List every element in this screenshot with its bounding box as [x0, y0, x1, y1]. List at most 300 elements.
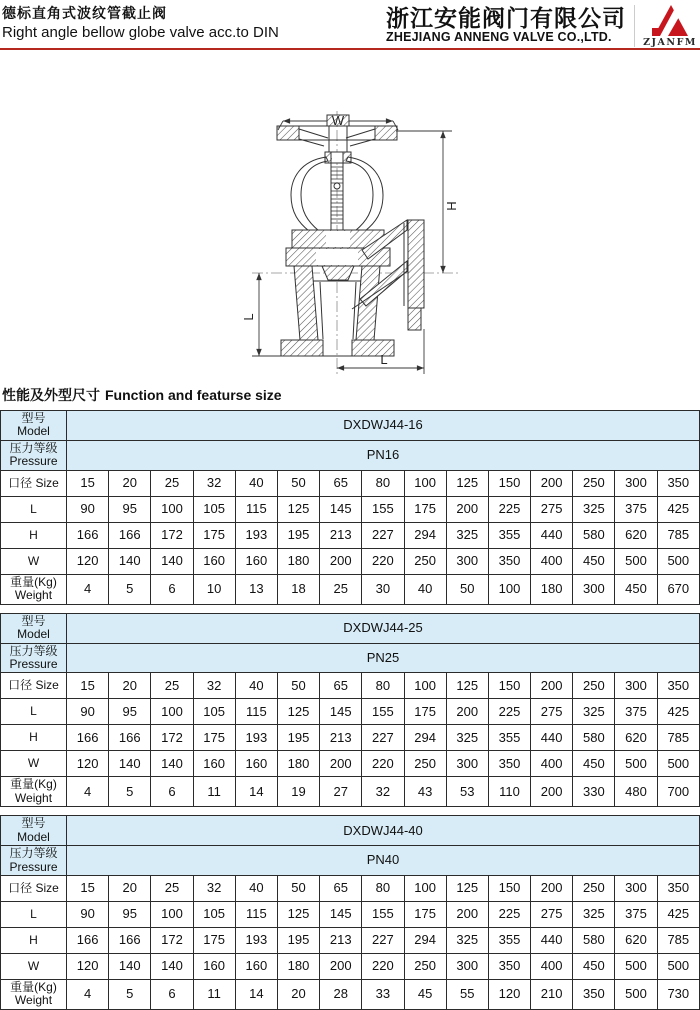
l-row-cell: 115: [235, 699, 277, 725]
h-row-cell: 440: [531, 928, 573, 954]
w-row-cell: 300: [446, 954, 488, 980]
h-row-cell: 355: [488, 928, 530, 954]
h-row: [1, 522, 700, 548]
w-row-cell: 250: [404, 954, 446, 980]
w-row-cell: 400: [531, 954, 573, 980]
size-row-cell: 32: [193, 876, 235, 902]
weight-row-cell: 25: [320, 574, 362, 604]
size-row-cell: 200: [531, 470, 573, 496]
l-row-cell: 275: [531, 699, 573, 725]
w-row-cell: 200: [320, 548, 362, 574]
weight-row-cell: 20: [277, 980, 319, 1010]
weight-row-cell: 450: [615, 574, 657, 604]
w-row-cell: 400: [531, 751, 573, 777]
l-row-label: L: [1, 496, 67, 522]
section-title-en: Function and featurse size: [105, 387, 282, 403]
l-row-cell: 175: [404, 496, 446, 522]
w-row-cell: 450: [573, 751, 615, 777]
size-row-cell: 125: [446, 876, 488, 902]
h-row-cell: 166: [67, 522, 109, 548]
h-row-cell: 294: [404, 928, 446, 954]
size-row-cell: 40: [235, 673, 277, 699]
weight-row-cell: 180: [531, 574, 573, 604]
product-title-zh: 德标直角式波纹管截止阀: [2, 5, 167, 21]
size-row-cell: 125: [446, 470, 488, 496]
h-row-cell: 227: [362, 522, 404, 548]
size-row-cell: 350: [657, 673, 699, 699]
pressure-row-label: 压力等级 Pressure: [1, 846, 67, 876]
w-row-cell: 200: [320, 954, 362, 980]
h-row: [1, 928, 700, 954]
drawing-area: [0, 50, 700, 383]
w-row-cell: 120: [67, 548, 109, 574]
h-row-cell: 166: [67, 725, 109, 751]
weight-row: [1, 980, 700, 1010]
weight-row-cell: 40: [404, 574, 446, 604]
model-row-label: 型号 Model: [1, 816, 67, 846]
weight-row-cell: 30: [362, 574, 404, 604]
model-row-value: DXDWJ44-25: [67, 613, 700, 643]
w-row-cell: 500: [657, 954, 699, 980]
weight-row-cell: 100: [488, 574, 530, 604]
l-row-cell: 105: [193, 902, 235, 928]
dim-label-l-bottom: L: [380, 352, 388, 367]
header-divider: [634, 5, 635, 47]
l-row-cell: 95: [109, 699, 151, 725]
h-row-cell: 175: [193, 522, 235, 548]
h-row-label: H: [1, 522, 67, 548]
w-row-cell: 140: [151, 548, 193, 574]
h-row-cell: 172: [151, 928, 193, 954]
l-row-cell: 100: [151, 496, 193, 522]
l-row-cell: 100: [151, 699, 193, 725]
l-row-cell: 200: [446, 496, 488, 522]
l-row-cell: 90: [67, 496, 109, 522]
size-row-cell: 20: [109, 876, 151, 902]
weight-row-cell: 5: [109, 980, 151, 1010]
w-row-cell: 140: [109, 954, 151, 980]
w-row-cell: 220: [362, 954, 404, 980]
h-row-cell: 325: [446, 522, 488, 548]
w-row-cell: 350: [488, 548, 530, 574]
l-row-cell: 325: [573, 902, 615, 928]
size-row-cell: 100: [404, 470, 446, 496]
l-row-cell: 155: [362, 902, 404, 928]
weight-row-cell: 300: [573, 574, 615, 604]
weight-row-cell: 730: [657, 980, 699, 1010]
size-row-cell: 250: [573, 470, 615, 496]
model-row-label: 型号 Model: [1, 411, 67, 441]
h-row: [1, 725, 700, 751]
weight-row-cell: 480: [615, 777, 657, 807]
model-row-value: DXDWJ44-40: [67, 816, 700, 846]
company-logo: [642, 5, 698, 48]
dim-label-w: W: [331, 113, 345, 128]
h-row-cell: 193: [235, 522, 277, 548]
size-row: [1, 470, 700, 496]
weight-row-cell: 4: [67, 980, 109, 1010]
l-row-cell: 125: [277, 902, 319, 928]
size-row-cell: 15: [67, 470, 109, 496]
l-row-cell: 115: [235, 902, 277, 928]
l-row-cell: 90: [67, 902, 109, 928]
h-row-cell: 193: [235, 928, 277, 954]
h-row-cell: 213: [320, 928, 362, 954]
weight-row-cell: 700: [657, 777, 699, 807]
company-name-zh: 浙江安能阀门有限公司: [386, 5, 626, 31]
l-row-cell: 225: [488, 902, 530, 928]
size-row-cell: 32: [193, 673, 235, 699]
weight-row-cell: 6: [151, 574, 193, 604]
w-row-cell: 160: [235, 751, 277, 777]
l-row-cell: 105: [193, 496, 235, 522]
w-row-cell: 140: [151, 751, 193, 777]
spec-tables: [0, 410, 700, 1010]
l-row-cell: 105: [193, 699, 235, 725]
l-row-cell: 375: [615, 902, 657, 928]
h-row-cell: 195: [277, 928, 319, 954]
spec-table-DXDWJ44-16: [0, 410, 700, 605]
h-row-cell: 355: [488, 725, 530, 751]
size-row-cell: 25: [151, 876, 193, 902]
company-name-en: ZHEJIANG ANNENG VALVE CO.,LTD.: [386, 30, 612, 45]
weight-row-label: 重量(Kg) Weight: [1, 980, 67, 1010]
logo-triangle-icon: [652, 5, 688, 36]
weight-row-cell: 11: [193, 980, 235, 1010]
size-row-cell: 125: [446, 673, 488, 699]
w-row-cell: 300: [446, 548, 488, 574]
model-row-value: DXDWJ44-16: [67, 411, 700, 441]
w-row-cell: 120: [67, 751, 109, 777]
h-row-cell: 195: [277, 522, 319, 548]
size-row-cell: 150: [488, 876, 530, 902]
size-row-cell: 300: [615, 470, 657, 496]
size-row-cell: 65: [320, 470, 362, 496]
size-row-cell: 20: [109, 673, 151, 699]
h-row-cell: 440: [531, 522, 573, 548]
h-row-cell: 213: [320, 725, 362, 751]
size-row-cell: 300: [615, 876, 657, 902]
h-row-cell: 175: [193, 725, 235, 751]
l-row-cell: 200: [446, 699, 488, 725]
w-row-cell: 500: [657, 548, 699, 574]
size-row-cell: 80: [362, 876, 404, 902]
h-row-label: H: [1, 928, 67, 954]
h-row-cell: 620: [615, 522, 657, 548]
h-row-cell: 580: [573, 725, 615, 751]
size-row-cell: 350: [657, 876, 699, 902]
size-row-cell: 40: [235, 470, 277, 496]
h-row-cell: 166: [109, 725, 151, 751]
weight-row-cell: 120: [488, 980, 530, 1010]
size-row-cell: 350: [657, 470, 699, 496]
weight-row-cell: 330: [573, 777, 615, 807]
section-title: [0, 383, 700, 407]
weight-row-cell: 11: [193, 777, 235, 807]
size-row-cell: 100: [404, 673, 446, 699]
size-row-cell: 65: [320, 876, 362, 902]
page-header: [0, 0, 700, 50]
weight-row-cell: 500: [615, 980, 657, 1010]
w-row: [1, 548, 700, 574]
weight-row-cell: 28: [320, 980, 362, 1010]
h-row-cell: 193: [235, 725, 277, 751]
l-row-cell: 115: [235, 496, 277, 522]
weight-row-cell: 6: [151, 980, 193, 1010]
weight-row-cell: 55: [446, 980, 488, 1010]
weight-row-cell: 45: [404, 980, 446, 1010]
h-row-cell: 166: [109, 928, 151, 954]
h-row-cell: 227: [362, 725, 404, 751]
weight-row-cell: 5: [109, 777, 151, 807]
w-row-cell: 160: [193, 751, 235, 777]
w-row-cell: 350: [488, 954, 530, 980]
w-row-cell: 200: [320, 751, 362, 777]
h-row-cell: 620: [615, 725, 657, 751]
valve-body: [277, 115, 424, 356]
l-row-cell: 90: [67, 699, 109, 725]
l-row-cell: 175: [404, 902, 446, 928]
company-block: [386, 5, 698, 48]
l-row-cell: 155: [362, 699, 404, 725]
l-row-cell: 325: [573, 496, 615, 522]
pressure-row-value: PN16: [67, 440, 700, 470]
h-row-cell: 294: [404, 522, 446, 548]
weight-row-cell: 110: [488, 777, 530, 807]
w-row-cell: 400: [531, 548, 573, 574]
model-row: [1, 613, 700, 643]
w-row-cell: 350: [488, 751, 530, 777]
size-row-cell: 25: [151, 470, 193, 496]
size-row-cell: 40: [235, 876, 277, 902]
size-row-cell: 20: [109, 470, 151, 496]
weight-row-cell: 27: [320, 777, 362, 807]
h-row-cell: 620: [615, 928, 657, 954]
weight-row-cell: 50: [446, 574, 488, 604]
l-row-cell: 225: [488, 496, 530, 522]
l-row: [1, 902, 700, 928]
l-row-cell: 155: [362, 496, 404, 522]
l-row-cell: 425: [657, 699, 699, 725]
weight-row-cell: 350: [573, 980, 615, 1010]
h-row-cell: 166: [109, 522, 151, 548]
valve-technical-drawing: [0, 73, 700, 383]
dim-label-h: H: [444, 201, 459, 211]
l-row-label: L: [1, 699, 67, 725]
size-row-cell: 50: [277, 876, 319, 902]
w-row-cell: 220: [362, 751, 404, 777]
size-row-cell: 250: [573, 673, 615, 699]
size-row-label: 口径 Size: [1, 470, 67, 496]
h-row-cell: 294: [404, 725, 446, 751]
size-row-label: 口径 Size: [1, 673, 67, 699]
h-row-cell: 440: [531, 725, 573, 751]
weight-row-cell: 4: [67, 574, 109, 604]
w-row-cell: 180: [277, 954, 319, 980]
pressure-row-value: PN40: [67, 846, 700, 876]
h-row-cell: 785: [657, 522, 699, 548]
size-row-cell: 200: [531, 876, 573, 902]
product-title-block: [2, 5, 279, 42]
weight-row-cell: 670: [657, 574, 699, 604]
weight-row-label: 重量(Kg) Weight: [1, 574, 67, 604]
weight-row-cell: 5: [109, 574, 151, 604]
l-row-cell: 125: [277, 699, 319, 725]
l-row-label: L: [1, 902, 67, 928]
product-title-en: Right angle bellow globe valve acc.to DIN: [2, 23, 279, 41]
size-row-cell: 25: [151, 673, 193, 699]
w-row-cell: 250: [404, 548, 446, 574]
l-row-cell: 145: [320, 699, 362, 725]
size-row-cell: 80: [362, 470, 404, 496]
w-row-cell: 140: [109, 548, 151, 574]
spec-table-DXDWJ44-40: [0, 815, 700, 1010]
w-row-label: W: [1, 954, 67, 980]
h-row-cell: 325: [446, 725, 488, 751]
w-row-cell: 220: [362, 548, 404, 574]
pressure-row: [1, 846, 700, 876]
weight-row-cell: 18: [277, 574, 319, 604]
w-row-cell: 160: [235, 954, 277, 980]
h-row-cell: 355: [488, 522, 530, 548]
w-row-cell: 250: [404, 751, 446, 777]
l-row: [1, 699, 700, 725]
w-row: [1, 954, 700, 980]
w-row-cell: 500: [657, 751, 699, 777]
h-row-cell: 166: [67, 928, 109, 954]
h-row-cell: 213: [320, 522, 362, 548]
l-row-cell: 325: [573, 699, 615, 725]
h-row-cell: 785: [657, 725, 699, 751]
w-row-cell: 140: [109, 751, 151, 777]
model-row: [1, 816, 700, 846]
h-row-cell: 172: [151, 522, 193, 548]
pressure-row-value: PN25: [67, 643, 700, 673]
pressure-row: [1, 440, 700, 470]
weight-row-label: 重量(Kg) Weight: [1, 777, 67, 807]
w-row-cell: 500: [615, 548, 657, 574]
l-row-cell: 425: [657, 496, 699, 522]
size-row-cell: 32: [193, 470, 235, 496]
w-row-cell: 160: [193, 548, 235, 574]
pressure-row-label: 压力等级 Pressure: [1, 440, 67, 470]
section-title-zh: 性能及外型尺寸: [2, 387, 100, 403]
l-row: [1, 496, 700, 522]
spec-table-DXDWJ44-25: [0, 613, 700, 808]
w-row-cell: 140: [151, 954, 193, 980]
bottom-flange: [281, 340, 394, 356]
size-row-cell: 150: [488, 470, 530, 496]
model-row: [1, 411, 700, 441]
l-row-cell: 425: [657, 902, 699, 928]
w-row-cell: 120: [67, 954, 109, 980]
l-row-cell: 95: [109, 902, 151, 928]
size-row-cell: 50: [277, 673, 319, 699]
h-row-label: H: [1, 725, 67, 751]
size-row-cell: 80: [362, 673, 404, 699]
w-row-cell: 500: [615, 954, 657, 980]
h-row-cell: 785: [657, 928, 699, 954]
w-row-cell: 160: [235, 548, 277, 574]
pressure-row-label: 压力等级 Pressure: [1, 643, 67, 673]
l-row-cell: 225: [488, 699, 530, 725]
weight-row-cell: 10: [193, 574, 235, 604]
w-row-cell: 300: [446, 751, 488, 777]
w-row-cell: 500: [615, 751, 657, 777]
weight-row-cell: 32: [362, 777, 404, 807]
l-row-cell: 375: [615, 699, 657, 725]
size-row-label: 口径 Size: [1, 876, 67, 902]
dim-label-l-side: L: [241, 313, 256, 321]
weight-row-cell: 4: [67, 777, 109, 807]
l-row-cell: 125: [277, 496, 319, 522]
pressure-row: [1, 643, 700, 673]
size-row-cell: 100: [404, 876, 446, 902]
l-row-cell: 200: [446, 902, 488, 928]
w-row-cell: 450: [573, 954, 615, 980]
h-row-cell: 227: [362, 928, 404, 954]
w-row-cell: 180: [277, 548, 319, 574]
weight-row-cell: 14: [235, 777, 277, 807]
size-row-cell: 250: [573, 876, 615, 902]
size-row-cell: 200: [531, 673, 573, 699]
l-row-cell: 100: [151, 902, 193, 928]
w-row-cell: 450: [573, 548, 615, 574]
h-row-cell: 195: [277, 725, 319, 751]
l-row-cell: 95: [109, 496, 151, 522]
weight-row: [1, 574, 700, 604]
l-row-cell: 175: [404, 699, 446, 725]
h-row-cell: 325: [446, 928, 488, 954]
w-row: [1, 751, 700, 777]
weight-row-cell: 200: [531, 777, 573, 807]
h-row-cell: 580: [573, 522, 615, 548]
w-row-label: W: [1, 548, 67, 574]
weight-row-cell: 43: [404, 777, 446, 807]
l-row-cell: 145: [320, 496, 362, 522]
size-row: [1, 876, 700, 902]
l-row-cell: 275: [531, 902, 573, 928]
size-row-cell: 150: [488, 673, 530, 699]
l-row-cell: 145: [320, 902, 362, 928]
size-row-cell: 15: [67, 876, 109, 902]
w-row-cell: 160: [193, 954, 235, 980]
weight-row-cell: 19: [277, 777, 319, 807]
w-row-cell: 180: [277, 751, 319, 777]
l-row-cell: 275: [531, 496, 573, 522]
h-row-cell: 172: [151, 725, 193, 751]
size-row: [1, 673, 700, 699]
size-row-cell: 15: [67, 673, 109, 699]
weight-row-cell: 6: [151, 777, 193, 807]
h-row-cell: 580: [573, 928, 615, 954]
size-row-cell: 300: [615, 673, 657, 699]
model-row-label: 型号 Model: [1, 613, 67, 643]
weight-row: [1, 777, 700, 807]
h-row-cell: 175: [193, 928, 235, 954]
weight-row-cell: 210: [531, 980, 573, 1010]
weight-row-cell: 53: [446, 777, 488, 807]
size-row-cell: 50: [277, 470, 319, 496]
company-name: [386, 6, 626, 44]
weight-row-cell: 13: [235, 574, 277, 604]
weight-row-cell: 33: [362, 980, 404, 1010]
weight-row-cell: 14: [235, 980, 277, 1010]
w-row-label: W: [1, 751, 67, 777]
size-row-cell: 65: [320, 673, 362, 699]
logo-text: ZJANFM: [643, 37, 697, 48]
valve-disc: [312, 266, 364, 281]
